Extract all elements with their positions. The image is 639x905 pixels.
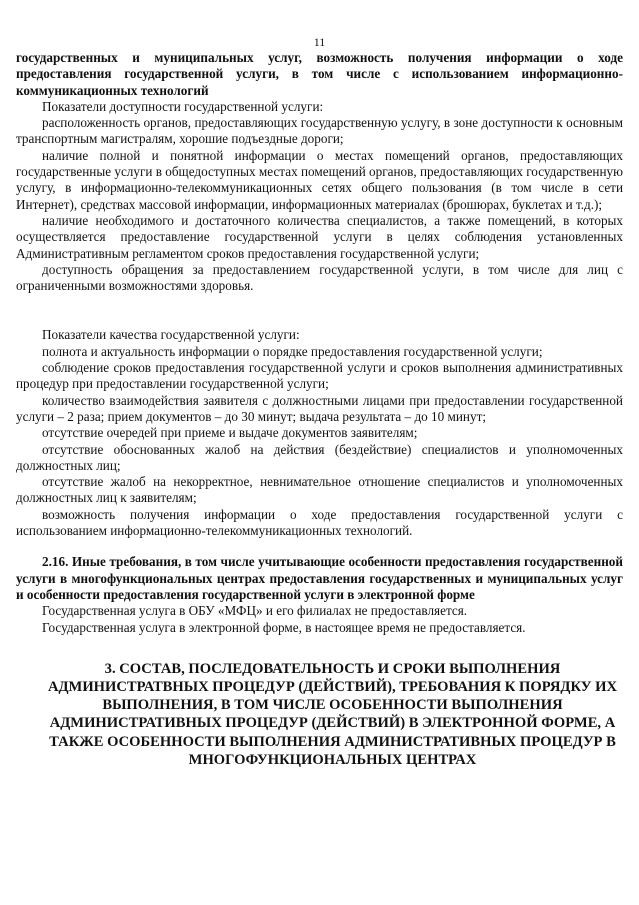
quality-item: отсутствие очередей при приеме и выдаче документов заявителям; [42,425,418,441]
accessibility-item: наличие полной и понятной информации о местах помещений органов, предоставляющих государственные услуги в общедоступных местах помещений органов, предоставляющих государственную услугу, в информационно-телекоммуникационных сетях общего пользования (в том числе в сети Интернет), средствах массовой информации, информационных материалах (брошюрах, буклетах и т.д.); [16,147,623,212]
quality-item: полнота и актуальность информации о порядке предоставления государственной услуги; [42,343,543,359]
spacer [16,636,623,660]
section-2-16-heading: 2.16. Иные требования, в том числе учитывающие особенности предоставления государственной услуги в многофункциональных центрах предоставления государственных и муниципальных услуг и особенности предоставления государственной услуги в электронной форме [16,554,623,602]
accessibility-item: доступность обращения за предоставлением государственной услуги, в том числе для лиц с ограниченными возможностями здоровья. [16,261,623,294]
quality-heading: Показатели качества государственной услуги: [42,327,300,343]
quality-item: отсутствие обоснованных жалоб на действия (бездействие) специалистов и уполномоченных должностных лиц; [16,441,623,473]
accessibility-heading: Показатели доступности государственной услуги: [42,98,324,114]
spacer [16,539,623,554]
page-number: 11 [313,35,326,49]
accessibility-item: расположенность органов, предоставляющих государственную услугу, в зоне доступности к основным транспортным магистралям, хорошие подъездные дороги; [16,115,623,147]
intro-bold-paragraph: государственных и муниципальных услуг, возможность получения информации о ходе предоставления государственной услуги, в том числе с использованием информационно-коммуникационных технологий [16,50,623,98]
section-2-16-line: Государственная услуга в ОБУ «МФЦ» и его филиалах не предоставляется. [42,603,468,619]
section-2-16-line: Государственная услуга в электронной форме, в настоящее время не предоставляется. [42,619,526,635]
accessibility-item: наличие необходимого и достаточного количества специалистов, а также помещений, в которых осуществляется предоставление государственной услуги в целях соблюдения установленных Административным регламентом сроков предоставления государственной услуги; [16,212,623,261]
quality-item: отсутствие жалоб на некорректное, невнимательное отношение специалистов и уполномоченных должностных лиц к заявителям; [16,474,623,506]
quality-item: возможность получения информации о ходе предоставления государственной услуги с использованием информационно-телекоммуникационных технологий. [16,506,623,539]
page-content [16,50,623,769]
section-3-heading: 3. СОСТАВ, ПОСЛЕДОВАТЕЛЬНОСТЬ И СРОКИ ВЫПОЛНЕНИЯ АДМИНИСТРАТВНЫХ ПРОЦЕДУР (ДЕЙСТВИЙ), ТРЕБОВАНИЯ К ПОРЯДКУ ИХ ВЫПОЛНЕНИЯ, В ТОМ ЧИСЛЕ ОСОБЕННОСТИ ВЫПОЛНЕНИЯ АДМИНИСТРАТИВНЫХ ПРОЦЕДУР (ДЕЙСТВИЙ) В ЭЛЕКТРОННОЙ ФОРМЕ, А ТАКЖЕ ОСОБЕННОСТИ ВЫПОЛНЕНИЯ АДМИНИСТРАТИВНЫХ ПРОЦЕДУР В МНОГОФУНКЦИОНАЛЬНЫХ ЦЕНТРАХ [47,660,618,768]
quality-item: соблюдение сроков предоставления государственной услуги и сроков выполнения административных процедур при предоставлении государственной услуги; [16,360,623,392]
spacer [16,294,623,327]
quality-item: количество взаимодействия заявителя с должностными лицами при предоставлении государственной услуги – 2 раза; прием документов – до 30 минут; выдача результата – до 10 минут; [16,392,623,424]
